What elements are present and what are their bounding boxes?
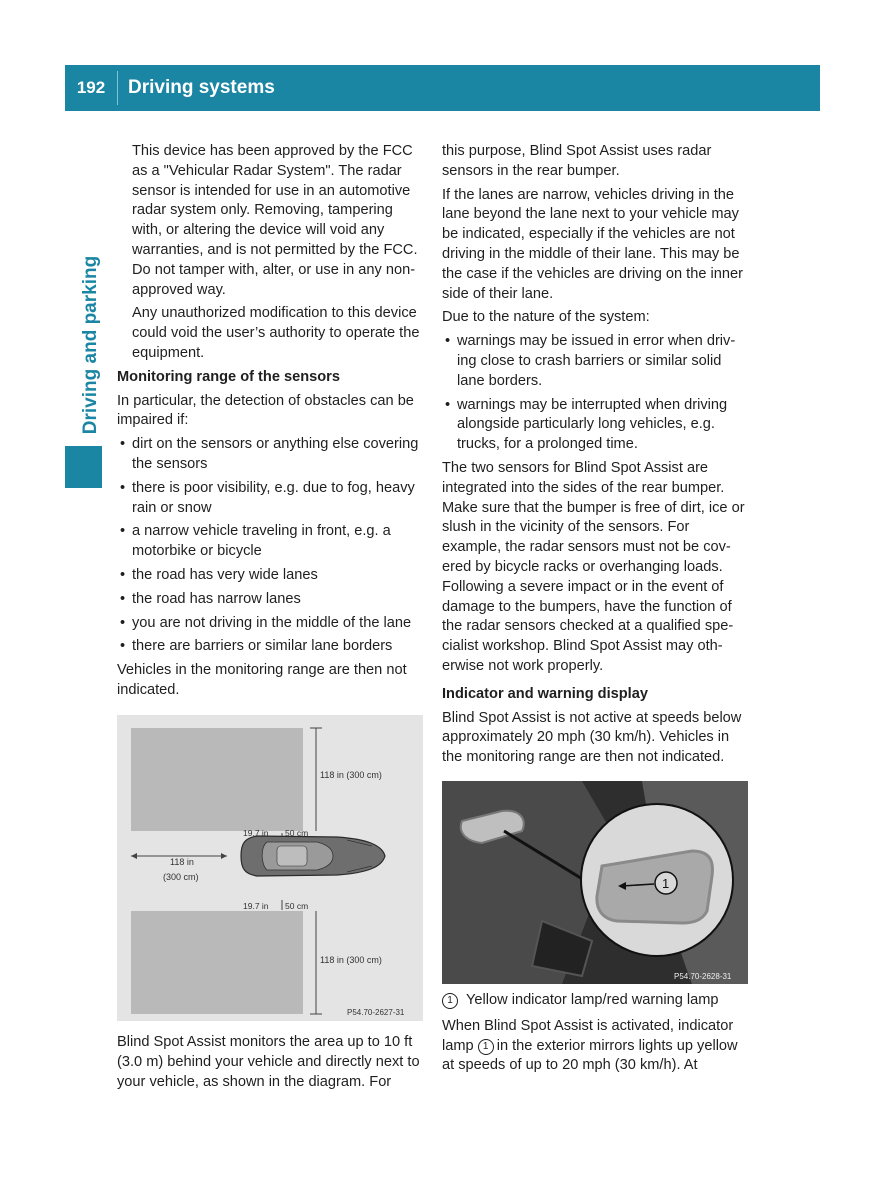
diagram-svg [117, 715, 423, 1021]
list-item: • the road has very wide lanes [117, 566, 423, 586]
caption-number-icon: 1 [442, 993, 458, 1009]
right-column [442, 142, 748, 772]
photo-description [442, 991, 748, 1080]
section-heading: Monitoring range of the sensors [117, 368, 340, 385]
label-gap-bottom-inch: 19.7 in [243, 901, 269, 911]
diagram-description [117, 1033, 423, 1096]
paragraph: If the lanes are narrow, vehicles driving in the lane beyond the lane next to your vehicle may be indicated, especially if the vehicles are not driving in the middle of their lane. This may be the case if the vehicles are driving on the inner side of their lane. [442, 186, 743, 302]
page-header [65, 65, 820, 111]
arrowhead [221, 853, 227, 859]
label-gap-top-inch: 19.7 in [243, 828, 269, 838]
figure-reference: P54.70-2627-31 [347, 1008, 405, 1017]
page-number: 192 [76, 78, 106, 97]
bullet-list [117, 435, 423, 657]
label-width-inch: 118 in [170, 857, 194, 867]
photo-svg [442, 781, 748, 984]
bullet-dot: • [120, 566, 126, 583]
list-item: • the road has narrow lanes [117, 590, 423, 610]
label-width-cm: (300 cm) [163, 872, 199, 882]
paragraph: Blind Spot Assist is not active at speeds below approximately 20 mph (30 km/h). Vehicles in the monitoring range are then not indicated. [442, 709, 742, 766]
fcc-note: This device has been approved by the FCC as a "Vehicular Radar System". The radar sensor is intended for use in an automotive radar system only. Removing, tampering with, or altering the device will void any warranties, and is not permitted by the FCC. Do not tamper with, alter, or use in any non-approved way. [132, 143, 418, 298]
bullet-dot: • [120, 436, 126, 453]
mirror-photo [442, 781, 748, 984]
upper-monitoring-zone [131, 728, 303, 831]
list-item: • you are not driving in the middle of the lane [117, 614, 423, 634]
bullet-dot: • [120, 479, 126, 496]
label-upper-zone: 118 in (300 cm) [320, 770, 382, 780]
bullet-dot: • [120, 523, 126, 540]
list-item: • warnings may be interrupted when driving alongside particularly long vehicles, e.g. trucks, for a prolonged time. [445, 396, 728, 453]
car-top-view [241, 836, 385, 876]
section-title: Driving systems [128, 77, 275, 98]
figure-reference: P54.70-2628-31 [674, 972, 732, 981]
figure-caption: 1 Yellow indicator lamp/red warning lamp [442, 991, 748, 1011]
list-item: • dirt on the sensors or anything else covering the sensors [120, 436, 419, 472]
list-item: • a narrow vehicle traveling in front, e.g. a motorbike or bicycle [120, 523, 391, 560]
paragraph: In particular, the detection of obstacles can be impaired if: [117, 392, 414, 429]
label-gap-top-cm: 50 cm [285, 828, 309, 838]
header-divider [117, 71, 118, 105]
paragraph: Vehicles in the monitoring range are then not indicated. [117, 662, 407, 698]
list-item: • there are barriers or similar lane borders [117, 637, 423, 657]
bullet-dot: • [445, 333, 451, 350]
list-item: • warnings may be issued in error when driving close to crash barriers or similar solid lane borders. [445, 333, 736, 389]
bullet-dot: • [120, 590, 126, 607]
paragraph: When Blind Spot Assist is activated, indicator lamp 1 in the exterior mirrors lights up yellow at speeds of up to 20 mph (30 km/h). At [442, 1017, 738, 1074]
bullet-dot: • [120, 638, 126, 655]
paragraph: Blind Spot Assist monitors the area up to 10 ft (3.0 m) behind your vehicle and directly next to your vehicle, as shown in the diagram. For [117, 1034, 420, 1090]
paragraph: The two sensors for Blind Spot Assist are integrated into the sides of the rear bumper. Make sure that the bumper is free of dirt, ice or slush in the vicinity of the sensors. For example, the radar sensors must not be covered by bicycle racks or overhanging loads. Following a severe impact or in the event of damage to the bumpers, have the function of the radar sensors checked at a qualified specialist workshop. Blind Spot Assist may otherwise not work properly. [442, 459, 745, 674]
arrowhead [131, 853, 137, 859]
list-item: • there is poor visibility, e.g. due to fog, heavy rain or snow [120, 479, 415, 516]
paragraph: Due to the nature of the system: [442, 309, 650, 326]
bullet-list [442, 332, 748, 455]
label-lower-zone: 118 in (300 cm) [320, 955, 382, 965]
section-heading: Indicator and warning display [442, 685, 648, 702]
side-tab-marker [65, 446, 102, 488]
lower-monitoring-zone [131, 911, 303, 1014]
side-tab-label: Driving and parking [80, 255, 101, 435]
callout-number: 1 [662, 876, 670, 891]
inline-number-icon: 1 [478, 1039, 494, 1055]
modification-note: Any unauthorized modification to this device could void the user’s authority to operate the equipment. [132, 305, 420, 361]
left-column [117, 142, 423, 705]
bullet-dot: • [120, 614, 126, 631]
bullet-dot: • [445, 396, 451, 413]
paragraph: this purpose, Blind Spot Assist uses radar sensors in the rear bumper. [442, 143, 712, 179]
monitoring-range-diagram [117, 715, 423, 1021]
label-gap-bottom-cm: 50 cm [285, 901, 309, 911]
